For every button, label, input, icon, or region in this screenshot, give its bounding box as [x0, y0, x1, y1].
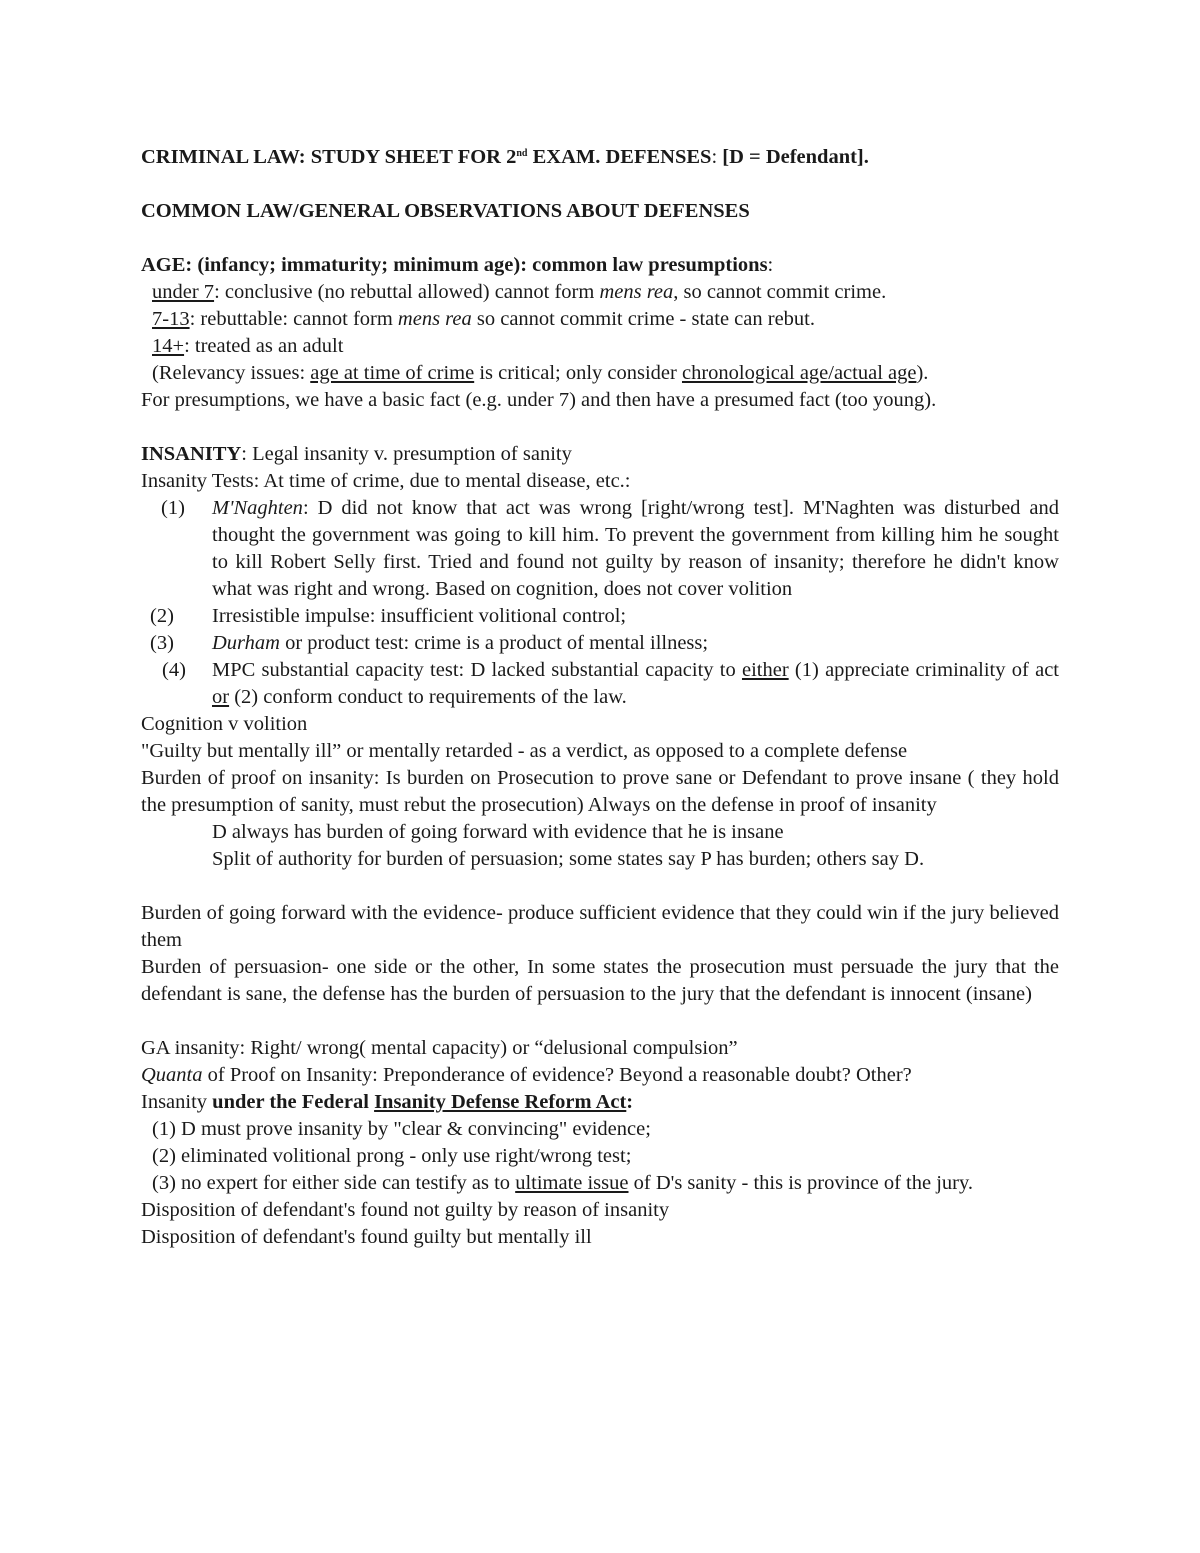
section-subtitle: COMMON LAW/GENERAL OBSERVATIONS ABOUT DEFENSES: [141, 200, 750, 222]
burden-going-forward: Burden of going forward with the evidence- produce sufficient evidence that they could win if the jury believed them: [141, 902, 1059, 951]
age-14-plus: 14+: treated as an adult: [152, 335, 344, 357]
ga-insanity: GA insanity: Right/ wrong( mental capacity) or “delusional compulsion”: [141, 1037, 738, 1059]
federal-point-2: (2) eliminated volitional prong - only use right/wrong test;: [152, 1145, 632, 1167]
insanity-heading: INSANITY: Legal insanity v. presumption of sanity: [141, 443, 572, 465]
age-relevancy: (Relevancy issues: age at time of crime is critical; only consider chronological age/actual age).: [152, 362, 929, 384]
burden-split-authority: Split of authority for burden of persuasion; some states say P has burden; others say D.: [212, 848, 925, 870]
federal-point-1: (1) D must prove insanity by "clear & convincing" evidence;: [152, 1118, 651, 1140]
cognition-volition: Cognition v volition: [141, 713, 308, 735]
document-title: CRIMINAL LAW: STUDY SHEET FOR 2nd EXAM. DEFENSES: [D = Defendant].: [141, 146, 869, 168]
age-7-13: 7-13: rebuttable: cannot form mens rea so cannot commit crime - state can rebut.: [152, 308, 816, 330]
insanity-test-4: (4) MPC substantial capacity test: D lacked substantial capacity to either (1) appreciate criminality of act or (2) conform conduct to requirements of the law.: [162, 659, 1059, 708]
burden-of-proof: Burden of proof on insanity: Is burden on Prosecution to prove sane or Defendant to prove insane ( they hold the presumption of sanity, must rebut the prosecution) Always on the defense in proof of insanity: [141, 767, 1059, 816]
disposition-not-guilty: Disposition of defendant's found not guilty by reason of insanity: [141, 1199, 670, 1221]
federal-act-heading: Insanity under the Federal Insanity Defense Reform Act:: [141, 1091, 634, 1113]
guilty-mentally-ill: "Guilty but mentally ill” or mentally retarded - as a verdict, as opposed to a complete defense: [141, 740, 908, 762]
insanity-tests-intro: Insanity Tests: At time of crime, due to mental disease, etc.:: [141, 470, 631, 492]
age-under-7: under 7: conclusive (no rebuttal allowed) cannot form mens rea, so cannot commit crime.: [152, 281, 887, 303]
burden-going-forward-d: D always has burden of going forward with evidence that he is insane: [212, 821, 784, 843]
burden-persuasion: Burden of persuasion- one side or the other, In some states the prosecution must persuade the jury that the defendant is sane, the defense has the burden of persuasion to the jury that the defendant is innocent (insane): [141, 956, 1059, 1005]
age-presumptions: For presumptions, we have a basic fact (e.g. under 7) and then have a presumed fact (too young).: [141, 389, 937, 411]
insanity-test-1: (1) M'Naghten: D did not know that act was wrong [right/wrong test]. M'Naghten was disturbed and thought the government was going to kill him. To prevent the government from killing him he sought to kill Robert Selly first. Tried and found not guilty by reason of insanity; therefore he didn't know what was right and wrong. Based on cognition, does not cover volition: [161, 497, 1059, 600]
age-heading: AGE: (infancy; immaturity; minimum age): common law presumptions:: [141, 254, 774, 276]
insanity-test-3: (3) Durham or product test: crime is a product of mental illness;: [150, 632, 709, 654]
document-body: [141, 144, 1059, 1251]
quanta-of-proof: Quanta of Proof on Insanity: Preponderance of evidence? Beyond a reasonable doubt? Other?: [141, 1064, 912, 1086]
insanity-test-2: (2) Irresistible impulse: insufficient volitional control;: [150, 605, 627, 627]
disposition-guilty-ill: Disposition of defendant's found guilty but mentally ill: [141, 1226, 592, 1248]
federal-point-3: (3) no expert for either side can testify as to ultimate issue of D's sanity - this is province of the jury.: [152, 1172, 974, 1194]
